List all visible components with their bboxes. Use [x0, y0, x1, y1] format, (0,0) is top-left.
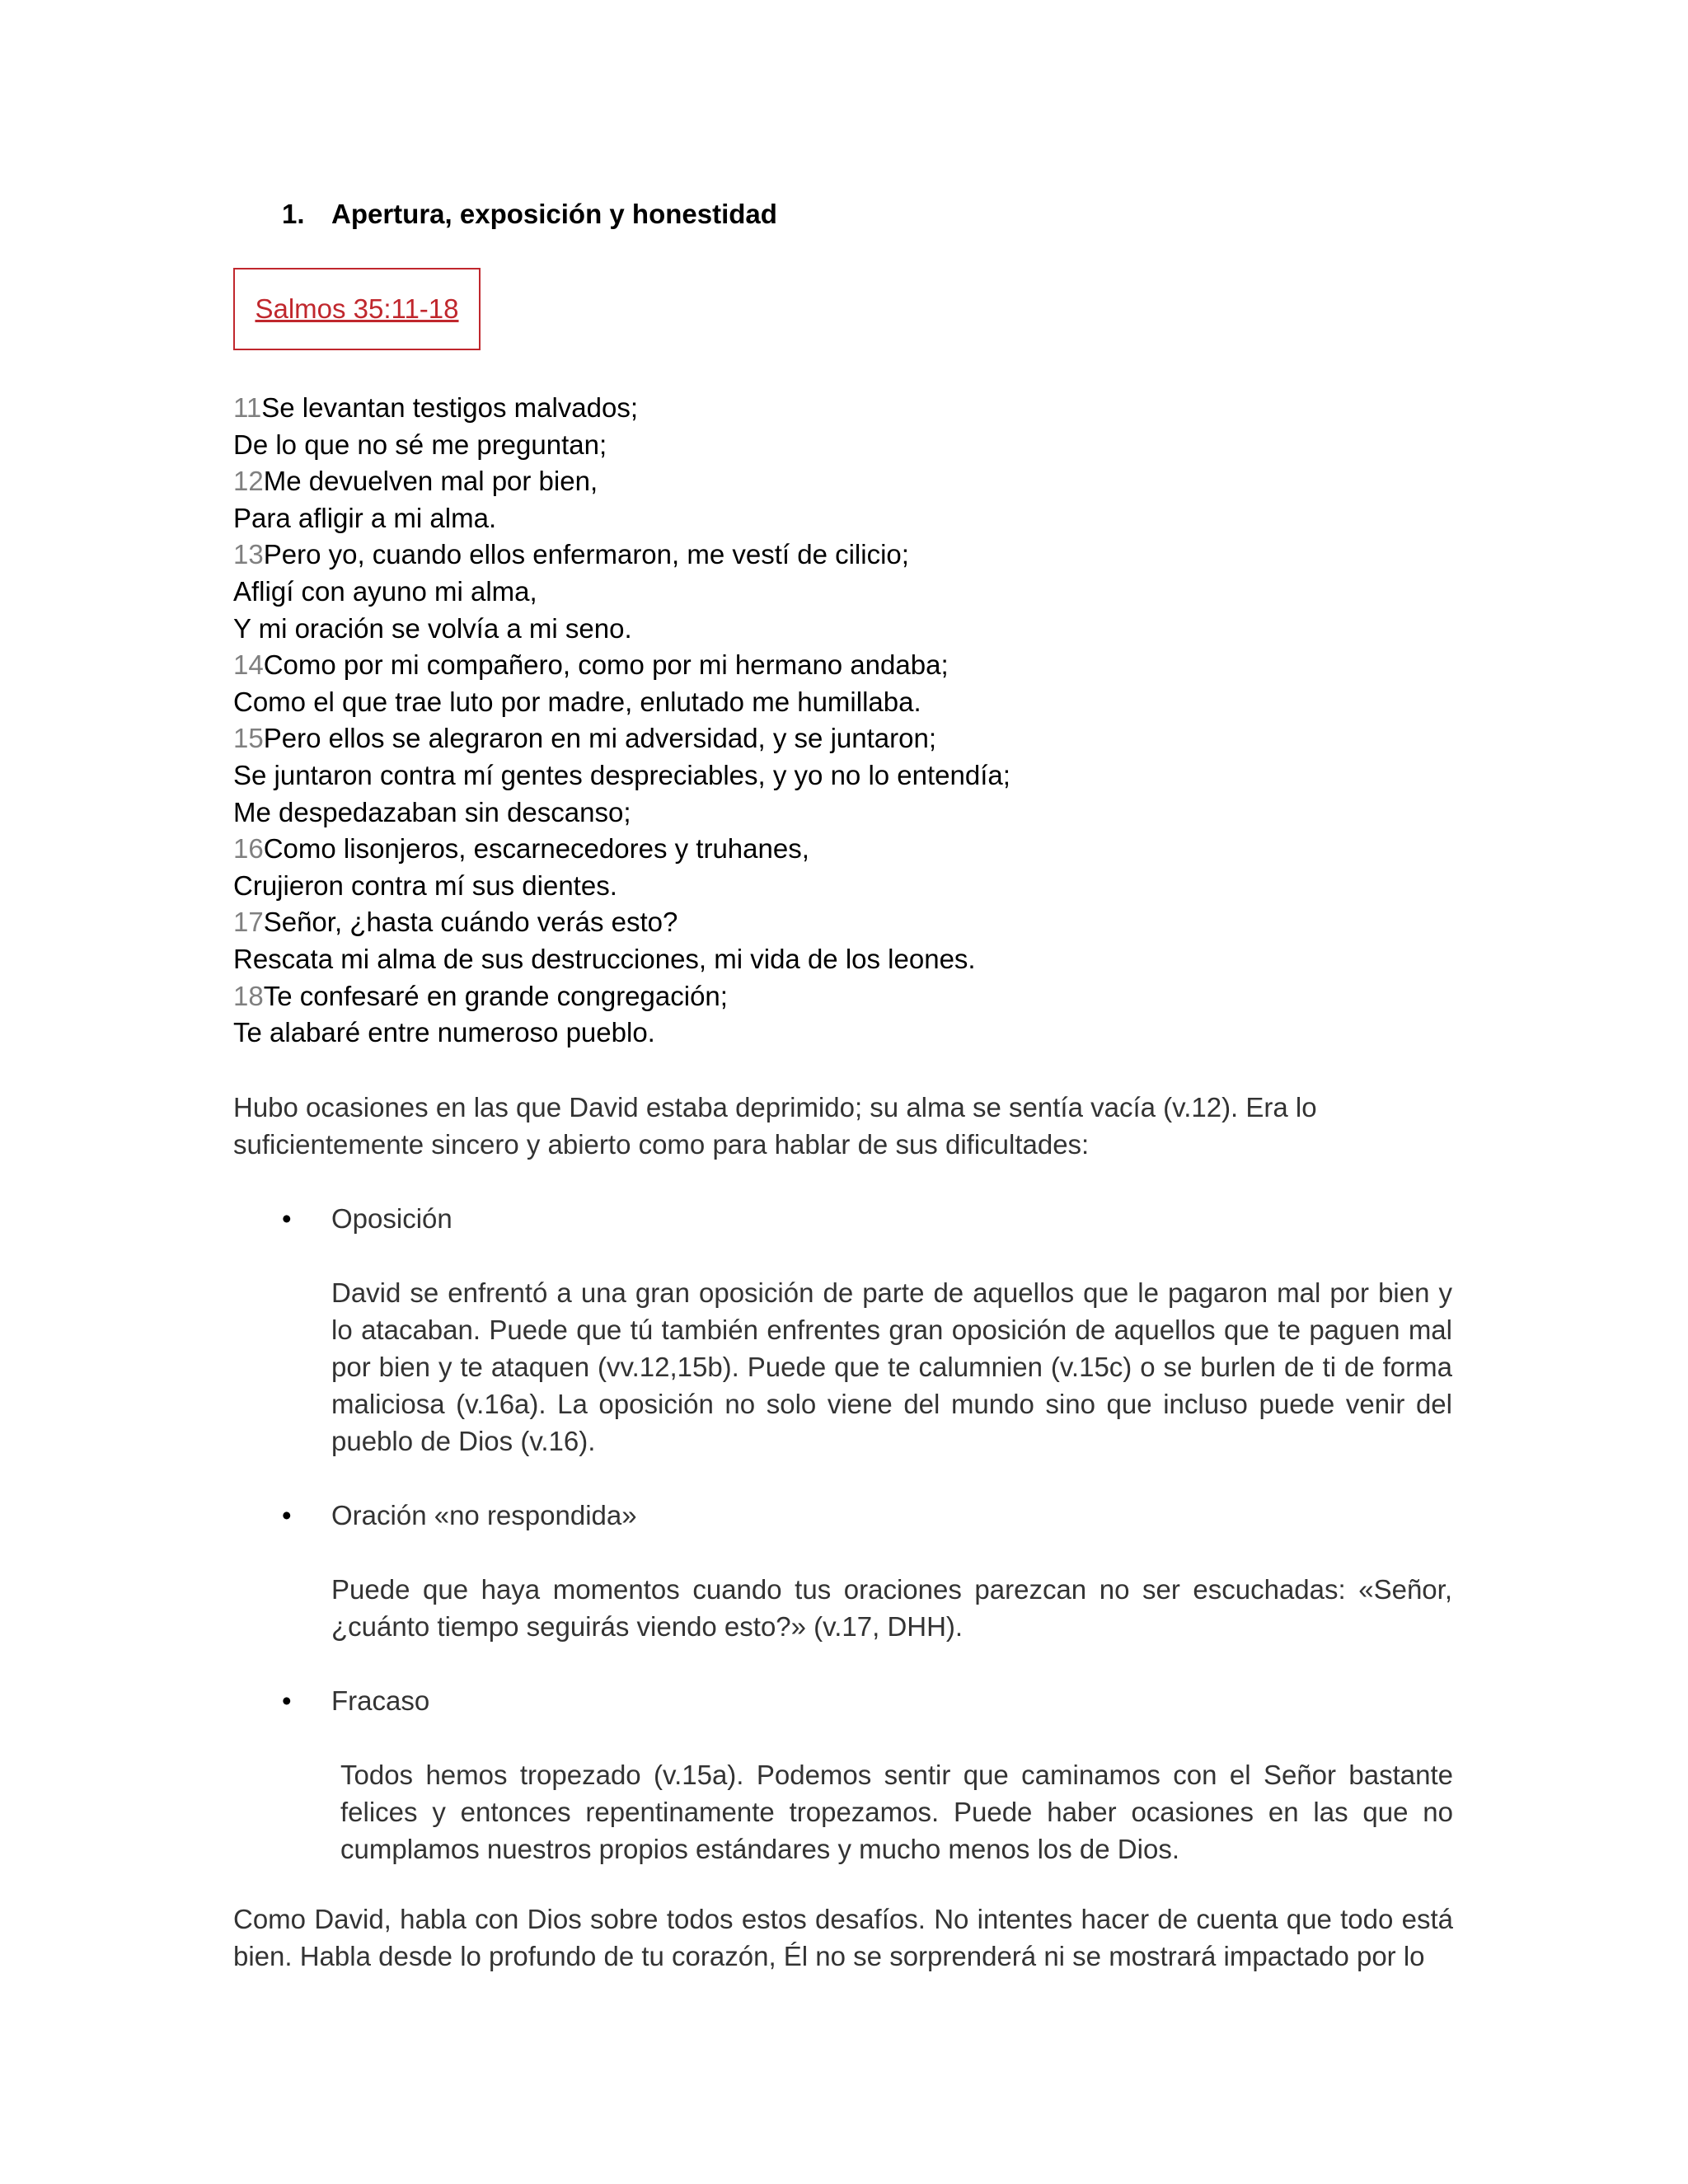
verse-text: Pero yo, cuando ellos enfermaron, me vestí de cilicio;	[263, 539, 909, 570]
bullet-opposition	[282, 1200, 452, 1237]
verse-text: Pero ellos se alegraron en mi adversidad, y se juntaron;	[263, 723, 937, 754]
verse-text: Rescata mi alma de sus destrucciones, mi vida de los leones.	[233, 943, 976, 974]
verse-text: Y mi oración se volvía a mi seno.	[233, 612, 632, 644]
verse-number: 16	[233, 833, 264, 865]
section-title: Apertura, exposición y honestidad	[331, 199, 777, 229]
bullet-body-failure: Todos hemos tropezado (v.15a). Podemos sentir que caminamos con el Señor bastante felices y entonces repentinamente tropezamos. Puede haber ocasiones en las que no cumplamos nuestros propios estándares y mucho menos los de Dios.	[340, 1760, 1453, 1864]
bullet-marker: •	[282, 1685, 292, 1716]
verse-text: Se levantan testigos malvados;	[261, 392, 639, 423]
verse-line	[233, 574, 1470, 611]
section-heading	[282, 194, 777, 234]
section-number: 1.	[282, 199, 305, 229]
verse-text: Crujieron contra mí sus dientes.	[233, 869, 617, 901]
verse-line	[233, 868, 1470, 905]
bullet-unanswered-prayer	[282, 1497, 637, 1534]
verse-number: 11	[233, 392, 262, 423]
verse-text: Me devuelven mal por bien,	[263, 466, 598, 497]
verse-line	[233, 757, 1470, 794]
verse-text: Como el que trae luto por madre, enlutado me humillaba.	[233, 686, 921, 717]
verse-text: Para afligir a mi alma.	[233, 502, 497, 533]
verse-line	[233, 390, 1470, 427]
verse-number: 14	[233, 649, 264, 681]
verse-text: Te confesaré en grande congregación;	[263, 980, 728, 1011]
scripture-reference-link[interactable]: Salmos 35:11-18	[255, 293, 459, 324]
verse-line	[233, 720, 1470, 757]
bullet-title: Fracaso	[331, 1685, 430, 1716]
verse-line	[233, 941, 1470, 978]
verse-text: Como por mi compañero, como por mi hermano andaba;	[263, 649, 949, 681]
verse-text: Señor, ¿hasta cuándo verás esto?	[263, 907, 678, 938]
bullet-title: Oposición	[331, 1203, 452, 1234]
verse-line	[233, 647, 1470, 684]
verse-line	[233, 500, 1470, 537]
bullet-marker: •	[282, 1500, 292, 1530]
verse-line	[233, 831, 1470, 868]
verse-line	[233, 684, 1470, 721]
verse-number: 15	[233, 723, 264, 754]
verse-text: De lo que no sé me preguntan;	[233, 429, 607, 460]
verse-text: Me despedazaban sin descanso;	[233, 796, 631, 827]
verse-number: 18	[233, 980, 264, 1011]
verse-text: Te alabaré entre numeroso pueblo.	[233, 1017, 655, 1048]
verse-line	[233, 978, 1470, 1015]
verse-number: 12	[233, 466, 264, 497]
verse-line	[233, 611, 1470, 648]
reference-box	[233, 268, 481, 350]
bullet-title: Oración «no respondida»	[331, 1500, 637, 1530]
verse-line	[233, 904, 1470, 941]
bullet-body-unanswered-prayer: Puede que haya momentos cuando tus oraciones parezcan no ser escuchadas: «Señor, ¿cuánto tiempo seguirás viendo esto?» (v.17, DHH).	[331, 1574, 1452, 1642]
verse-text: Como lisonjeros, escarnecedores y truhanes,	[263, 833, 809, 865]
psalm-passage	[233, 390, 1470, 1052]
intro-paragraph: Hubo ocasiones en las que David estaba deprimido; su alma se sentía vacía (v.12). Era lo suficientemente sincero y abierto como para hablar de sus dificultades:	[233, 1092, 1317, 1160]
bullet-failure	[282, 1682, 429, 1719]
verse-number: 17	[233, 907, 264, 938]
closing-paragraph: Como David, habla con Dios sobre todos estos desafíos. No intentes hacer de cuenta que todo está bien. Habla desde lo profundo de tu corazón, Él no se sorprenderá ni se mostrará impactado por lo	[233, 1904, 1453, 1971]
verse-number: 13	[233, 539, 264, 570]
verse-line	[233, 537, 1470, 574]
verse-line	[233, 794, 1470, 832]
verse-line	[233, 463, 1470, 500]
bullet-body-opposition: David se enfrentó a una gran oposición de parte de aquellos que le pagaron mal por bien y lo atacaban. Puede que tú también enfrentes gran oposición de aquellos que te paguen mal por bien y te ataquen (vv.12,15b). Puede que te calumnien (v.15c) o se burlen de ti de forma maliciosa (v.16a). La oposición no solo viene del mundo sino que incluso puede venir del pueblo de Dios (v.16).	[331, 1277, 1452, 1456]
verse-line	[233, 1015, 1470, 1052]
verse-text: Se juntaron contra mí gentes despreciables, y yo no lo entendía;	[233, 759, 1010, 790]
bullet-marker: •	[282, 1203, 292, 1234]
verse-line	[233, 427, 1470, 464]
verse-text: Afligí con ayuno mi alma,	[233, 575, 537, 607]
